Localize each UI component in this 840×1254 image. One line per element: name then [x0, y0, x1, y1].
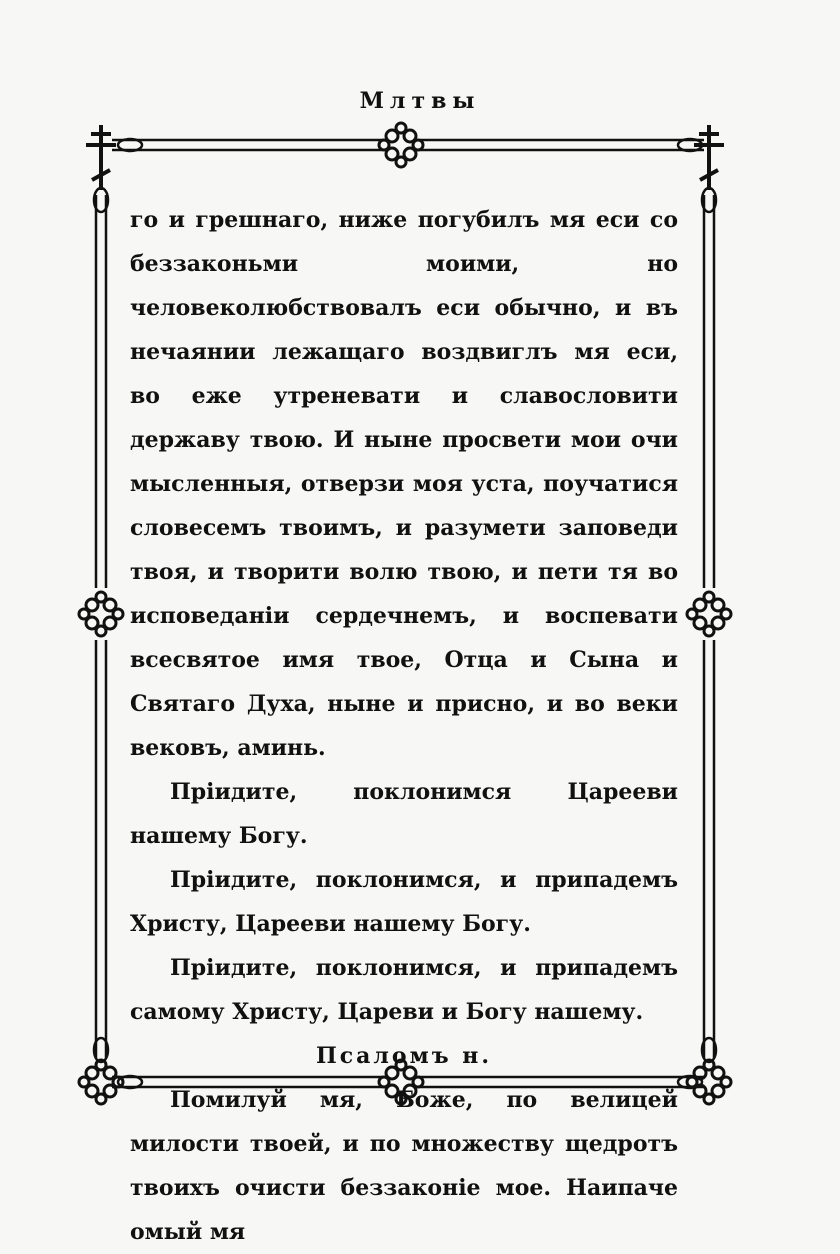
paragraph-come-worship-1: Пріидите, поклонимся Царееви нашему Богу.: [130, 779, 678, 849]
paragraph-come-worship-2: Пріидите, поклонимся, и припадемъ Христу, Царееви нашему Богу.: [130, 867, 678, 937]
paragraph-prayer-ending: го и грешнаго, ниже погубилъ мя еси со беззаконьми моими, но человеколюбствовалъ еси обычно, и въ нечаянии лежащаго воздвиглъ мя еси, во еже утреневати и славословити державу твою. И ныне просвети мои очи мысленныя, отверзи моя уста, поучатися словесемъ твоимъ, и разумети заповеди твоя, и творити волю твою, и пети тя во исповеданіи сердечнемъ, и воспевати всесвятое имя твое, Отца и Сына и Святаго Духа, ныне и присно, и во веки вековъ, аминь.: [130, 207, 678, 761]
paragraph-come-worship-3: Пріидите, поклонимся, и припадемъ самому Христу, Цареви и Богу нашему.: [130, 955, 678, 1025]
top-knot-ornament: [379, 123, 423, 167]
psalm-heading: Псаломъ н.: [315, 1043, 493, 1069]
running-head: Млтвы: [359, 88, 481, 114]
paragraph-psalm-50: Помилуй мя, Боже, по велицей милости твоей, и по множеству щедротъ твоихъ очисти беззаконіе мое. Наипаче омый мя: [130, 1087, 678, 1245]
prayer-text: [130, 198, 678, 1254]
